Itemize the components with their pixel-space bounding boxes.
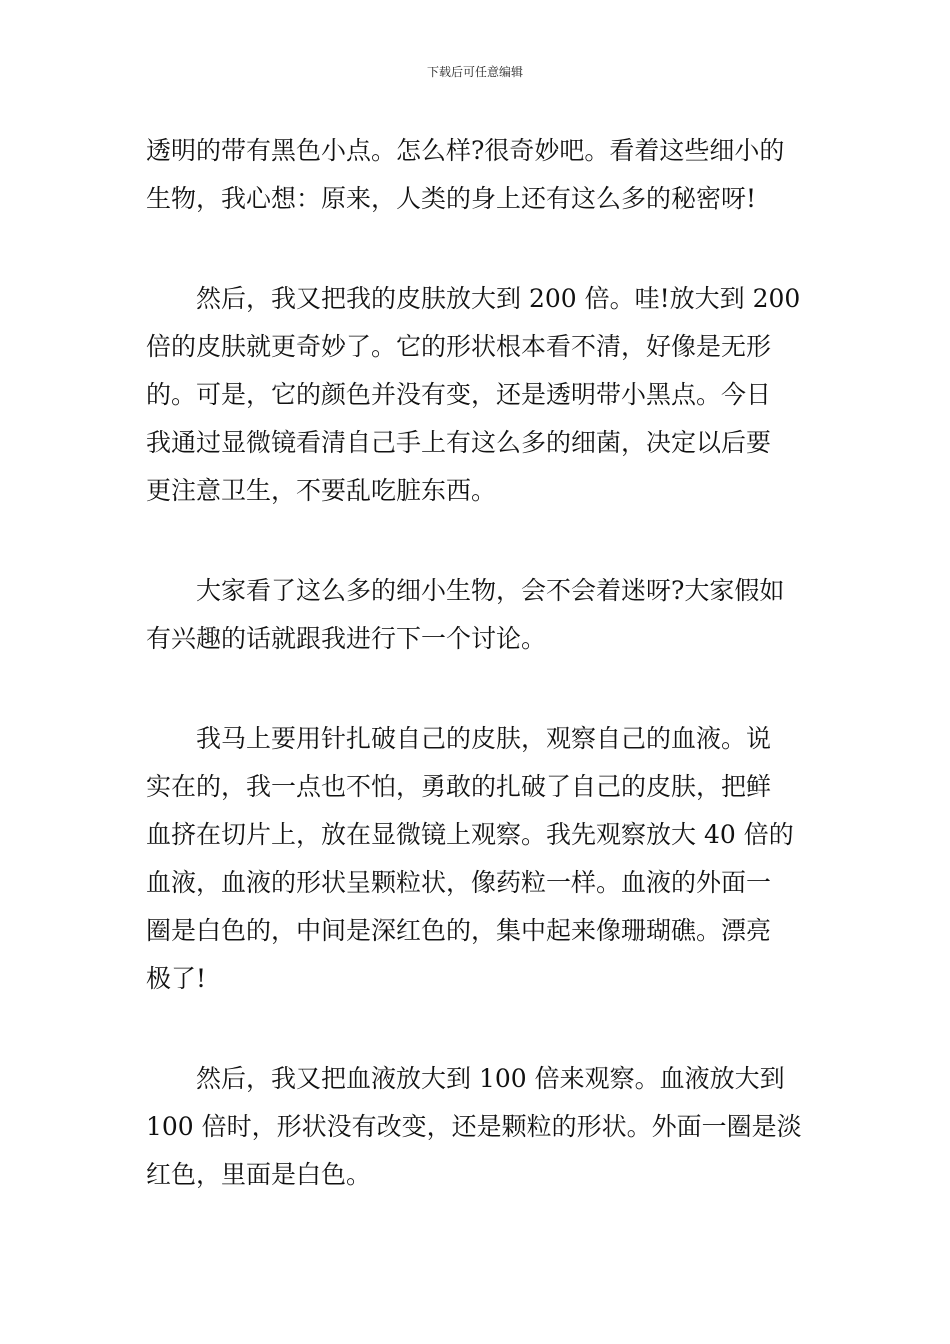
paragraph-2 bbox=[146, 275, 810, 515]
text-line: 血液，血液的形状呈颗粒状，像药粒一样。血液的外面一 bbox=[146, 868, 772, 897]
text-line: 透明的带有黑色小点。怎么样?很奇妙吧。看着这些细小的 bbox=[146, 136, 785, 165]
text-line: 大家看了这么多的细小生物，会不会着迷呀?大家假如 bbox=[196, 576, 785, 605]
text-line: 血挤在切片上，放在显微镜上观察。我先观察放大 40 倍的 bbox=[146, 820, 794, 849]
text-line: 生物，我心想：原来，人类的身上还有这么多的秘密呀! bbox=[146, 184, 757, 213]
paragraph-3 bbox=[146, 567, 810, 663]
text-line: 我通过显微镜看清自己手上有这么多的细菌，决定以后要 bbox=[146, 428, 772, 457]
text-line: 实在的，我一点也不怕，勇敢的扎破了自己的皮肤，把鲜 bbox=[146, 772, 772, 801]
text-line: 然后，我又把我的皮肤放大到 200 倍。哇!放大到 200 bbox=[196, 284, 801, 313]
text-line: 红色，里面是白色。 bbox=[146, 1160, 372, 1189]
document-body bbox=[146, 127, 810, 1251]
paragraph-4 bbox=[146, 715, 810, 1003]
text-line: 我马上要用针扎破自己的皮肤，观察自己的血液。说 bbox=[196, 724, 772, 753]
paragraph-5 bbox=[146, 1055, 810, 1199]
paragraph-1 bbox=[146, 127, 810, 223]
text-line: 有兴趣的话就跟我进行下一个讨论。 bbox=[146, 624, 547, 653]
text-line: 更注意卫生，不要乱吃脏东西。 bbox=[146, 476, 497, 505]
text-line: 100 倍时，形状没有改变，还是颗粒的形状。外面一圈是淡 bbox=[146, 1112, 802, 1141]
text-line: 倍的皮肤就更奇妙了。它的形状根本看不清，好像是无形 bbox=[146, 332, 772, 361]
text-line: 极了! bbox=[146, 964, 207, 993]
text-line: 圈是白色的，中间是深红色的，集中起来像珊瑚礁。漂亮 bbox=[146, 916, 772, 945]
page-header: 下载后可任意编辑 bbox=[426, 65, 523, 79]
text-line: 的。可是，它的颜色并没有变，还是透明带小黑点。今日 bbox=[146, 380, 772, 409]
text-line: 然后，我又把血液放大到 100 倍来观察。血液放大到 bbox=[196, 1064, 785, 1093]
